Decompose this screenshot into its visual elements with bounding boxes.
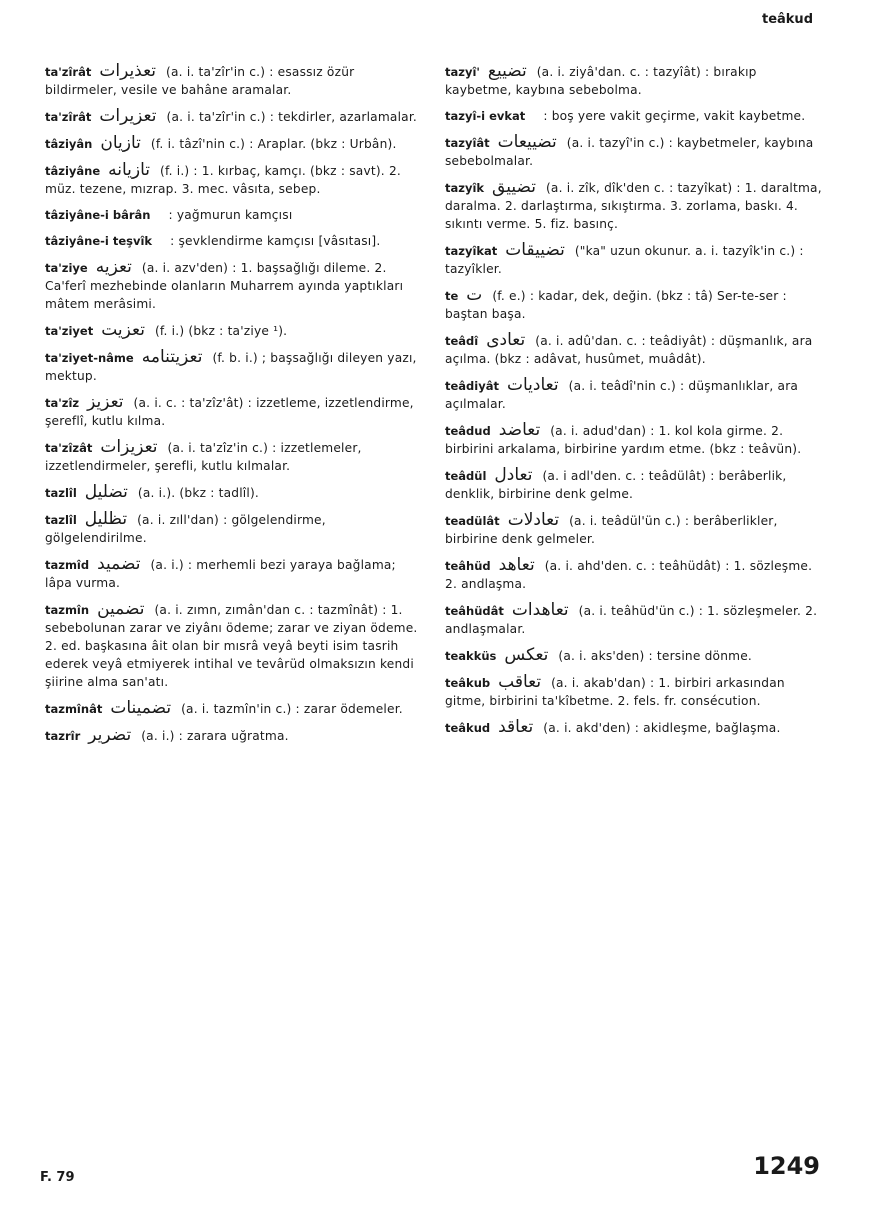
arabic-script: تعذيرات	[99, 61, 157, 81]
dictionary-entry	[45, 483, 425, 502]
definition: (f. b. i.) ; başsağlığı dileyen yazı, mektup.	[45, 351, 417, 383]
definition: (a. i. teâdî'nin c.) : düşmanlıklar, ara açılmalar.	[445, 379, 799, 411]
dictionary-entry	[445, 466, 825, 503]
arabic-script: تضميد	[97, 554, 141, 574]
dictionary-entry	[445, 178, 825, 233]
arabic-script: تعزيتنامه	[141, 347, 203, 367]
dictionary-entry	[445, 601, 825, 638]
headword: ta'zîz	[45, 396, 80, 410]
definition: (f. i.) (bkz : ta'ziye ¹).	[154, 324, 288, 338]
headword: tazmînât	[45, 702, 103, 716]
signature-mark: F. 79	[40, 1170, 75, 1185]
definition: : şevklendirme kamçısı [vâsıtası].	[170, 234, 381, 248]
headword: ta'ziyet	[45, 324, 94, 338]
dictionary-entry	[445, 376, 825, 413]
running-head: teâkud	[761, 12, 813, 27]
dictionary-entry	[45, 321, 425, 340]
headword: tazyî'	[445, 65, 480, 79]
definition: (a. i. akab'dan) : 1. birbiri arkasından gitme, birbirini ta'kîbetme. 2. fels. fr. consécution.	[445, 676, 785, 708]
definition: : yağmurun kamçısı	[168, 208, 293, 222]
arabic-script: تعاقد	[498, 717, 534, 737]
definition: (f. e.) : kadar, dek, değin. (bkz : tâ) Ser-te-ser : baştan başa.	[445, 289, 787, 321]
dictionary-entry	[45, 393, 425, 430]
dictionary-entry	[445, 673, 825, 710]
dictionary-entry	[445, 718, 825, 737]
definition: : boş yere vakit geçirme, vakit kaybetme.	[543, 109, 806, 123]
definition: (a. i. teâhüd'ün c.) : 1. sözleşmeler. 2. andlaşmalar.	[445, 604, 818, 636]
definition: (a. i. ziyâ'dan. c. : tazyîât) : bırakıp kaybetme, kaybına sebebolma.	[445, 65, 757, 97]
dictionary-entry	[445, 133, 825, 170]
definition: (a. i. c. : ta'zîz'ât) : izzetleme, izzetlendirme, şereflî, kutlu kılma.	[45, 396, 414, 428]
dictionary-entry	[45, 161, 425, 198]
definition: (a. i. ta'zîr'in c.) : esassız özür bildirmeler, vesile ve bahâne aramalar.	[45, 65, 355, 97]
arabic-script: تظليل	[84, 509, 128, 529]
arabic-script: تضمين	[97, 599, 145, 619]
definition: (f. i.) : 1. kırbaç, kamçı. (bkz : savt). 2. müz. tezene, mızrap. 3. mec. vâsıta, sebep.	[45, 164, 401, 196]
definition: (a. i. ahd'den. c. : teâhüdât) : 1. sözleşme. 2. andlaşma.	[445, 559, 813, 591]
headword: teâdud	[445, 424, 491, 438]
headword: tazyîât	[445, 136, 490, 150]
dictionary-entry	[45, 206, 425, 224]
definition: (a. i. adud'dan) : 1. kol kola girme. 2. birbirini arkalama, birbirine yardım etme. (bkz : teâvün).	[445, 424, 802, 456]
headword: tazyî-i evkat	[445, 109, 526, 123]
arabic-script: ت	[466, 285, 483, 305]
dictionary-entry	[445, 646, 825, 665]
arabic-script: تضييق	[492, 177, 536, 197]
headword: tazyîk	[445, 181, 485, 195]
headword: teâkud	[445, 721, 491, 735]
arabic-script: تعادلات	[507, 510, 560, 530]
arabic-script: تعادى	[486, 330, 526, 350]
dictionary-entry	[445, 62, 825, 99]
arabic-script: تعزيت	[101, 320, 145, 340]
dictionary-entry	[45, 600, 425, 691]
dictionary-entry	[45, 107, 425, 126]
headword: ta'zîrât	[45, 110, 92, 124]
headword: teâdiyât	[445, 379, 499, 393]
definition: (a. i. aks'den) : tersine dönme.	[558, 649, 752, 663]
headword: tâziyâne	[45, 164, 101, 178]
arabic-script: تعزيه	[95, 257, 132, 277]
arabic-script: تعاديات	[507, 375, 559, 395]
dictionary-entry	[445, 331, 825, 368]
dictionary-entry	[445, 241, 825, 278]
arabic-script: تعزيز	[87, 392, 124, 412]
headword: teâhüd	[445, 559, 491, 573]
headword: tazlîl	[45, 486, 77, 500]
definition: (a. i. zımn, zımân'dan c. : tazmînât) : 1. sebebolunan zarar ve ziyânı ödeme; zarar ve ziyan ödeme. 2. ed. başkasına âit olan bir mısrâ veyâ beyti isim tasrih ederek veyâ etmiyerek intihal ve tevârüd olmaksızın kendi şiirine alma san'atı.	[45, 603, 418, 689]
headword: teâhüdât	[445, 604, 504, 618]
headword: tazmîn	[45, 603, 90, 617]
dictionary-entry	[445, 556, 825, 593]
headword: tâziyân	[45, 137, 93, 151]
dictionary-entry	[45, 232, 425, 250]
headword: teadülât	[445, 514, 500, 528]
dictionary-entry	[45, 134, 425, 153]
definition: (a. i. tazyî'in c.) : kaybetmeler, kaybına sebebolmalar.	[445, 136, 814, 168]
headword: ta'ziyet-nâme	[45, 351, 134, 365]
arabic-script: تعادل	[494, 465, 533, 485]
headword: tâziyâne-i bârân	[45, 208, 151, 222]
headword: ta'zîzât	[45, 441, 93, 455]
definition: (a. i. zıll'dan) : gölgelendirme, gölgelendirilme.	[45, 513, 326, 545]
headword: ta'ziye	[45, 261, 88, 275]
dictionary-entry	[45, 258, 425, 313]
dictionary-entry	[445, 286, 825, 323]
dictionary-entry	[45, 699, 425, 718]
definition: (a. i.) : zarara uğratma.	[141, 729, 289, 743]
arabic-script: تازيان	[100, 133, 141, 153]
definition: (a. i. adû'dan. c. : teâdiyât) : düşmanlık, ara açılma. (bkz : adâvat, husûmet, muâdât).	[445, 334, 813, 366]
arabic-script: تعكس	[504, 645, 549, 665]
definition: (a. i. teâdül'ün c.) : berâberlikler, birbirine denk gelmeler.	[445, 514, 778, 546]
arabic-script: تازيانه	[108, 160, 151, 180]
headword: te	[445, 289, 459, 303]
definition: ("ka" uzun okunur. a. i. tazyîk'in c.) : tazyîkler.	[445, 244, 804, 276]
arabic-script: تعاضد	[498, 420, 541, 440]
headword: teakküs	[445, 649, 497, 663]
right-column	[445, 62, 825, 745]
headword: teâdül	[445, 469, 487, 483]
dictionary-entry	[445, 511, 825, 548]
arabic-script: تضليل	[84, 482, 128, 502]
dictionary-entry	[45, 62, 425, 99]
dictionary-entry	[45, 726, 425, 745]
definition: (a. i.). (bkz : tadlîl).	[137, 486, 259, 500]
definition: (f. i. tâzî'nin c.) : Araplar. (bkz : Urbân).	[150, 137, 397, 151]
definition: (a. i. ta'zîz'in c.) : izzetlemeler, izzetlendirmeler, şerefli, kutlu kılmalar.	[45, 441, 362, 473]
headword: tazrîr	[45, 729, 81, 743]
headword: tâziyâne-i teşvîk	[45, 234, 153, 248]
arabic-script: تضييع	[487, 61, 527, 81]
headword: tazyîkat	[445, 244, 498, 258]
arabic-script: تعزيزات	[100, 437, 158, 457]
arabic-script: تعاهد	[498, 555, 535, 575]
definition: (a. i.) : merhemli bezi yaraya bağlama; lâpa vurma.	[45, 558, 396, 590]
headword: teâkub	[445, 676, 491, 690]
arabic-script: تعاهدات	[511, 600, 569, 620]
definition: (a. i. azv'den) : 1. başsağlığı dileme. 2. Ca'ferî mezhebinde olanların Muharrem ayında yaptıkları mâtem merâsimi.	[45, 261, 404, 311]
dictionary-entry	[445, 107, 825, 125]
left-column	[45, 62, 425, 753]
dictionary-entry	[45, 555, 425, 592]
definition: (a. i. ta'zîr'in c.) : tekdirler, azarlamalar.	[166, 110, 417, 124]
headword: teâdî	[445, 334, 479, 348]
dictionary-entry	[45, 510, 425, 547]
arabic-script: تضرير	[88, 725, 132, 745]
dictionary-entry	[45, 348, 425, 385]
headword: ta'zîrât	[45, 65, 92, 79]
arabic-script: تضمينات	[110, 698, 172, 718]
dictionary-entry	[45, 438, 425, 475]
arabic-script: تعزيرات	[99, 106, 157, 126]
definition: (a. i. akd'den) : akidleşme, bağlaşma.	[543, 721, 781, 735]
dictionary-entry	[445, 421, 825, 458]
definition: (a. i. tazmîn'in c.) : zarar ödemeler.	[181, 702, 403, 716]
arabic-script: تضييقات	[505, 240, 565, 260]
definition: (a. i. zîk, dîk'den c. : tazyîkat) : 1. daraltma, daralma. 2. darlaştırma, sıkıştırma. 3. zorlama, baskı. 4. sıkıntı verme. 5. fiz. basınç.	[445, 181, 822, 231]
arabic-script: تعاقب	[498, 672, 542, 692]
headword: tazlîl	[45, 513, 77, 527]
page-number: 1249	[753, 1152, 820, 1180]
headword: tazmîd	[45, 558, 90, 572]
definition: (a. i adl'den. c. : teâdülât) : berâberlik, denklik, birbirine denk gelme.	[445, 469, 787, 501]
arabic-script: تضييعات	[497, 132, 557, 152]
